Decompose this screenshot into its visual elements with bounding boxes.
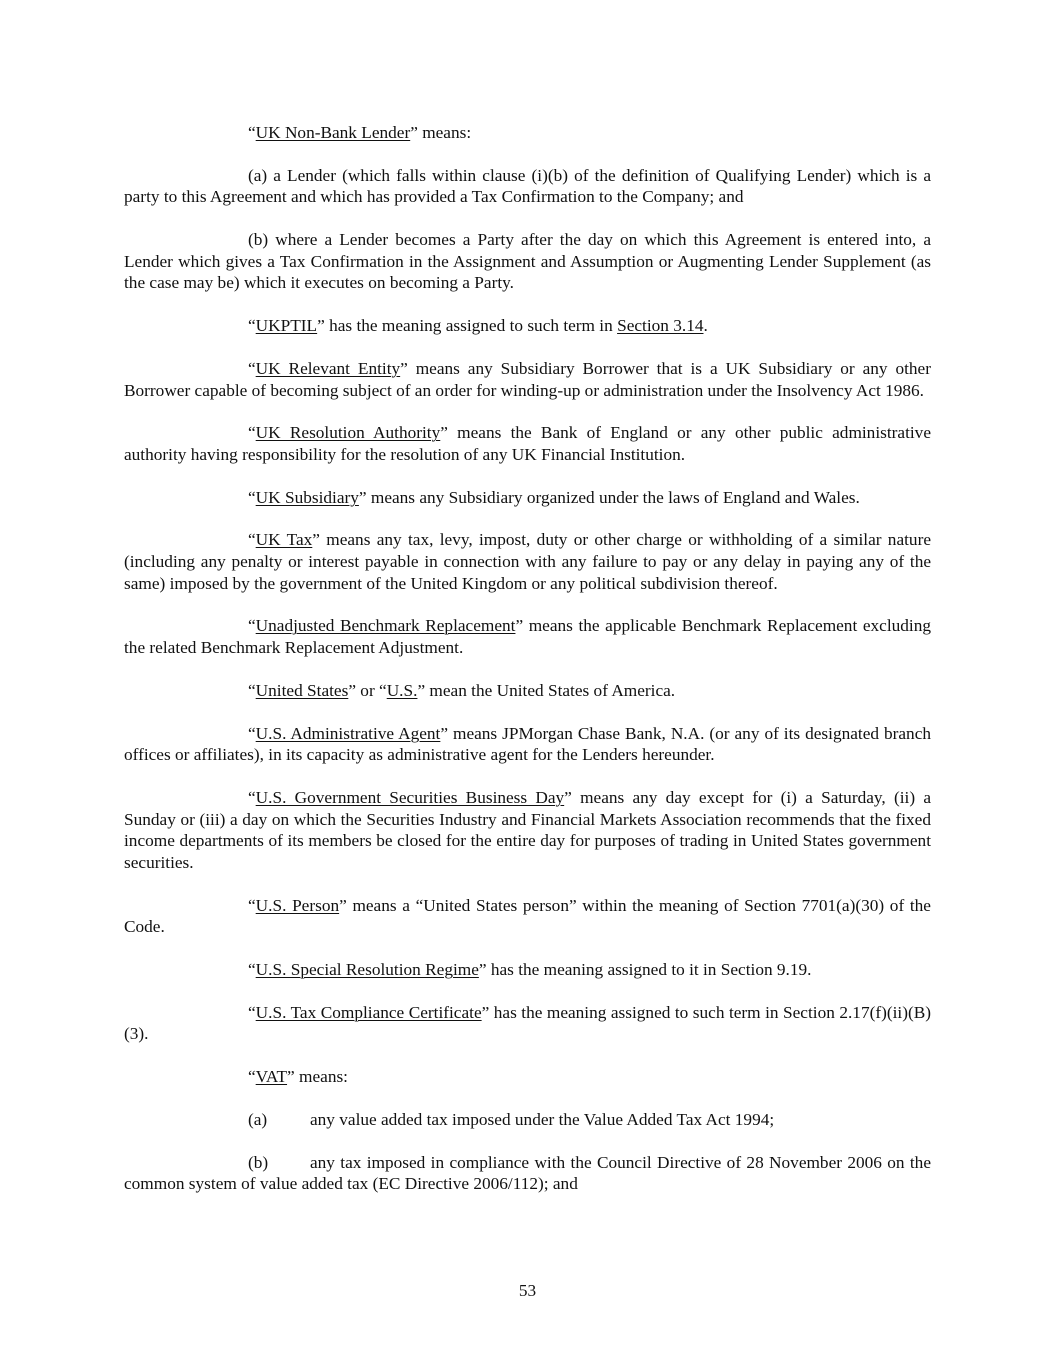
clause-vat-a: (a) any value added tax imposed under the Value Added Tax Act 1994;: [248, 1109, 775, 1129]
document-page: [124, 122, 931, 1216]
clause-vat-b: (b) any tax imposed in compliance with the Council Directive of 28 November 2006 on the common system of value added tax (EC Directive 2006/112); and: [124, 1152, 931, 1194]
definition-uk-tax: “UK Tax” means any tax, levy, impost, duty or other charge or withholding of a similar nature (including any penalty or interest payable in connection with any failure to pay or any delay in paying any of the same) imposed by the government of the United Kingdom or any political subdivision thereof.: [124, 530, 931, 593]
defined-term: VAT: [255, 1067, 288, 1087]
definition-vat: “VAT” means:: [248, 1067, 348, 1087]
page-number: 53: [518, 1281, 537, 1300]
defined-term: U.S. Special Resolution Regime: [255, 959, 479, 979]
defined-term: UK Relevant Entity: [255, 358, 401, 378]
definition-united-states: “United States” or “U.S.” mean the United States of America.: [248, 680, 676, 700]
defined-term: U.S. Government Securities Business Day: [255, 787, 565, 807]
definition-uk-subsidiary: “UK Subsidiary” means any Subsidiary organized under the laws of England and Wales.: [248, 487, 860, 507]
definition-unadjusted-benchmark-replacement: “Unadjusted Benchmark Replacement” means the applicable Benchmark Replacement excluding the related Benchmark Replacement Adjustment.: [124, 616, 931, 657]
definition-us-tax-compliance-certificate: “U.S. Tax Compliance Certificate” has the meaning assigned to such term in Section 2.17(f)(ii)(B)(3).: [124, 1002, 931, 1044]
clause-uk-non-bank-a: (a) a Lender (which falls within clause (i)(b) of the definition of Qualifying Lender) which is a party to this Agreement and which has provided a Tax Confirmation to the Company; and: [124, 165, 931, 207]
defined-term: Unadjusted Benchmark Replacement: [255, 616, 516, 636]
definition-us-government-securities-business-day: “U.S. Government Securities Business Day” means any day except for (i) a Saturday, (ii) a Sunday or (iii) a day on which the Securities Industry and Financial Markets Association recommends that the fixed income departments of its members be closed for the entire day for purposes of trading in United States government securities.: [124, 787, 931, 872]
defined-term: U.S. Tax Compliance Certificate: [255, 1002, 482, 1022]
clause-label: (a): [248, 1109, 268, 1129]
defined-term: U.S. Administrative Agent: [255, 723, 441, 743]
defined-term: UKPTIL: [255, 316, 318, 336]
defined-term: UK Non-Bank Lender: [255, 123, 411, 142]
defined-term: U.S.: [386, 680, 418, 700]
definition-uk-non-bank-lender: “UK Non-Bank Lender” means:: [248, 123, 472, 142]
definition-uk-resolution-authority: “UK Resolution Authority” means the Bank of England or any other public administrative authority having responsibility for the resolution of any UK Financial Institution.: [124, 423, 931, 464]
defined-term: U.S. Person: [255, 895, 340, 915]
definition-us-administrative-agent: “U.S. Administrative Agent” means JPMorgan Chase Bank, N.A. (or any of its designated branch offices or affiliates), in its capacity as administrative agent for the Lenders hereunder.: [124, 723, 932, 765]
section-reference: Section 3.14: [617, 316, 704, 336]
definition-us-special-resolution-regime: “U.S. Special Resolution Regime” has the meaning assigned to it in Section 9.19.: [248, 959, 812, 979]
defined-term: United States: [255, 680, 349, 700]
definition-us-person: “U.S. Person” means a “United States person” within the meaning of Section 7701(a)(30) of the Code.: [124, 895, 931, 937]
defined-term: UK Subsidiary: [255, 487, 359, 507]
defined-term: UK Tax: [255, 530, 313, 550]
defined-term: UK Resolution Authority: [255, 423, 441, 443]
definition-uk-relevant-entity: “UK Relevant Entity” means any Subsidiary Borrower that is a UK Subsidiary or any other Borrower capable of becoming subject of an order for winding-up or administration under the Insolvency Act 1986.: [124, 358, 931, 400]
clause-label: (b): [248, 1152, 269, 1172]
clause-uk-non-bank-b: (b) where a Lender becomes a Party after the day on which this Agreement is entered into, a Lender which gives a Tax Confirmation in the Assignment and Assumption or Augmenting Lender Supplement (as the case may be) which it executes on becoming a Party.: [124, 230, 931, 293]
definition-ukptil: “UKPTIL” has the meaning assigned to such term in Section 3.14.: [248, 316, 708, 336]
